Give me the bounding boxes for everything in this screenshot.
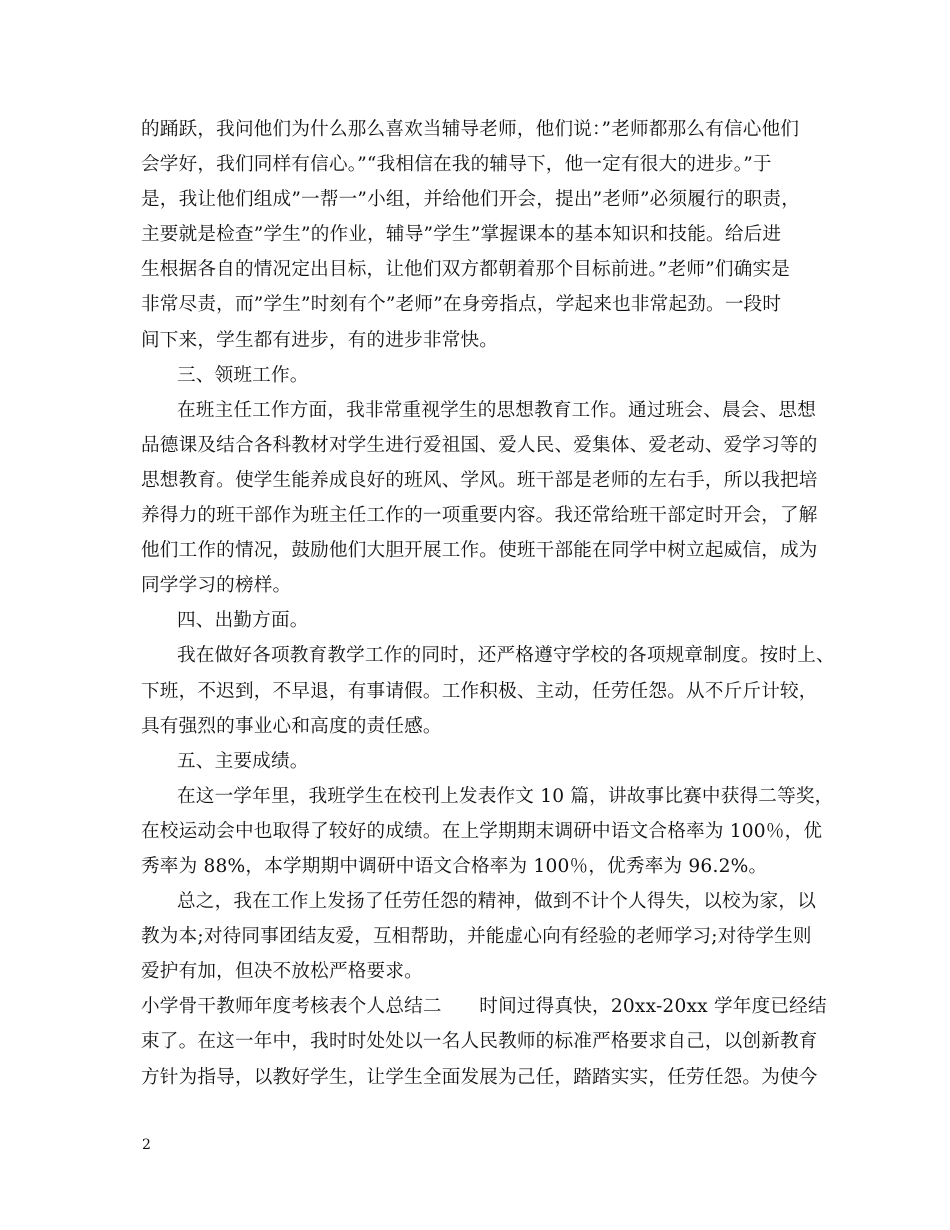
- text-line: 方针为指导，以教好学生，让学生全面发展为己任，踏踏实实，任劳任怨。为使今: [141, 1066, 818, 1088]
- text-line: 非常尽责，而”学生”时刻有个”老师”在身旁指点，学起来也非常起劲。一段时: [141, 294, 782, 316]
- text-line: 养得力的班干部作为班主任工作的一项重要内容。我还常给班干部定时开会，了解: [141, 505, 818, 527]
- text-line: 教为本;对待同事团结友爱，互相帮助，并能虚心向有经验的老师学习;对待学生则: [141, 926, 812, 948]
- text-line: 总之，我在工作上发扬了任劳任怨的精神，做到不计个人得失，以校为家，以: [177, 891, 816, 913]
- text-line: 间下来，学生都有进步，有的进步非常快。: [141, 329, 499, 351]
- text-line: 的踊跃，我问他们为什么那么喜欢当辅导老师，他们说：”老师都那么有信心他们: [141, 119, 800, 140]
- text-line: 具有强烈的事业心和高度的责任感。: [141, 715, 442, 737]
- page-number: 2: [142, 1137, 151, 1153]
- text-line: 品德课及结合各科教材对学生进行爱祖国、爱人民、爱集体、爱老动、爱学习等的: [141, 434, 818, 456]
- text-line: 三、领班工作。: [177, 364, 309, 386]
- text-line: 爱护有加，但决不放松严格要求。: [141, 961, 423, 983]
- text-line: 思想教育。使学生能养成良好的班风、学风。班干部是老师的左右手，所以我把培: [141, 469, 818, 491]
- text-line: 秀率为 88%，本学期期中调研中语文合格率为 100％，优秀率为 96.2%。: [141, 855, 768, 877]
- text-line: 在校运动会中也取得了较好的成绩。在上学期期末调研中语文合格率为 100％，优: [141, 820, 823, 842]
- text-line: 会学好，我们同样有信心。”“我相信在我的辅导下，他一定有很大的进步。”于: [141, 154, 772, 176]
- text-line: 在这一学年里，我班学生在校刊上发表作文 10 篇，讲故事比赛中获得二等奖，: [177, 785, 834, 807]
- text-line: 同学学习的榜样。: [141, 575, 292, 597]
- text-line: 束了。在这一年中，我时时处处以一名人民教师的标准严格要求自己，以创新教育: [141, 1031, 818, 1053]
- text-line: 是，我让他们组成”一帮一”小组，并给他们开会，提出”老师”必须履行的职责，: [141, 189, 801, 211]
- text-line: 四、出勤方面。: [177, 610, 309, 632]
- text-line: 我在做好各项教育教学工作的同时，还严格遵守学校的各项规章制度。按时上、: [177, 645, 835, 667]
- text-line: 五、主要成绩。: [177, 750, 309, 772]
- text-line: 在班主任工作方面，我非常重视学生的思想教育工作。通过班会、晨会、思想: [177, 399, 816, 421]
- text-line: 小学骨干教师年度考核表个人总结二 时间过得真快，20xx-20xx 学年度已经结: [141, 996, 827, 1018]
- text-line: 他们工作的情况，鼓励他们大胆开展工作。使班干部能在同学中树立起威信，成为: [141, 540, 818, 562]
- text-line: 主要就是检查”学生”的作业，辅导”学生”掌握课本的基本知识和技能。给后进: [141, 224, 782, 246]
- text-line: 下班，不迟到，不早退，有事请假。工作积极、主动，任劳任怨。从不斤斤计较，: [141, 680, 818, 702]
- body-text: [141, 112, 835, 1095]
- text-line: 生根据各自的情况定出目标，让他们双方都朝着那个目标前进。”老师”们确实是: [141, 259, 791, 281]
